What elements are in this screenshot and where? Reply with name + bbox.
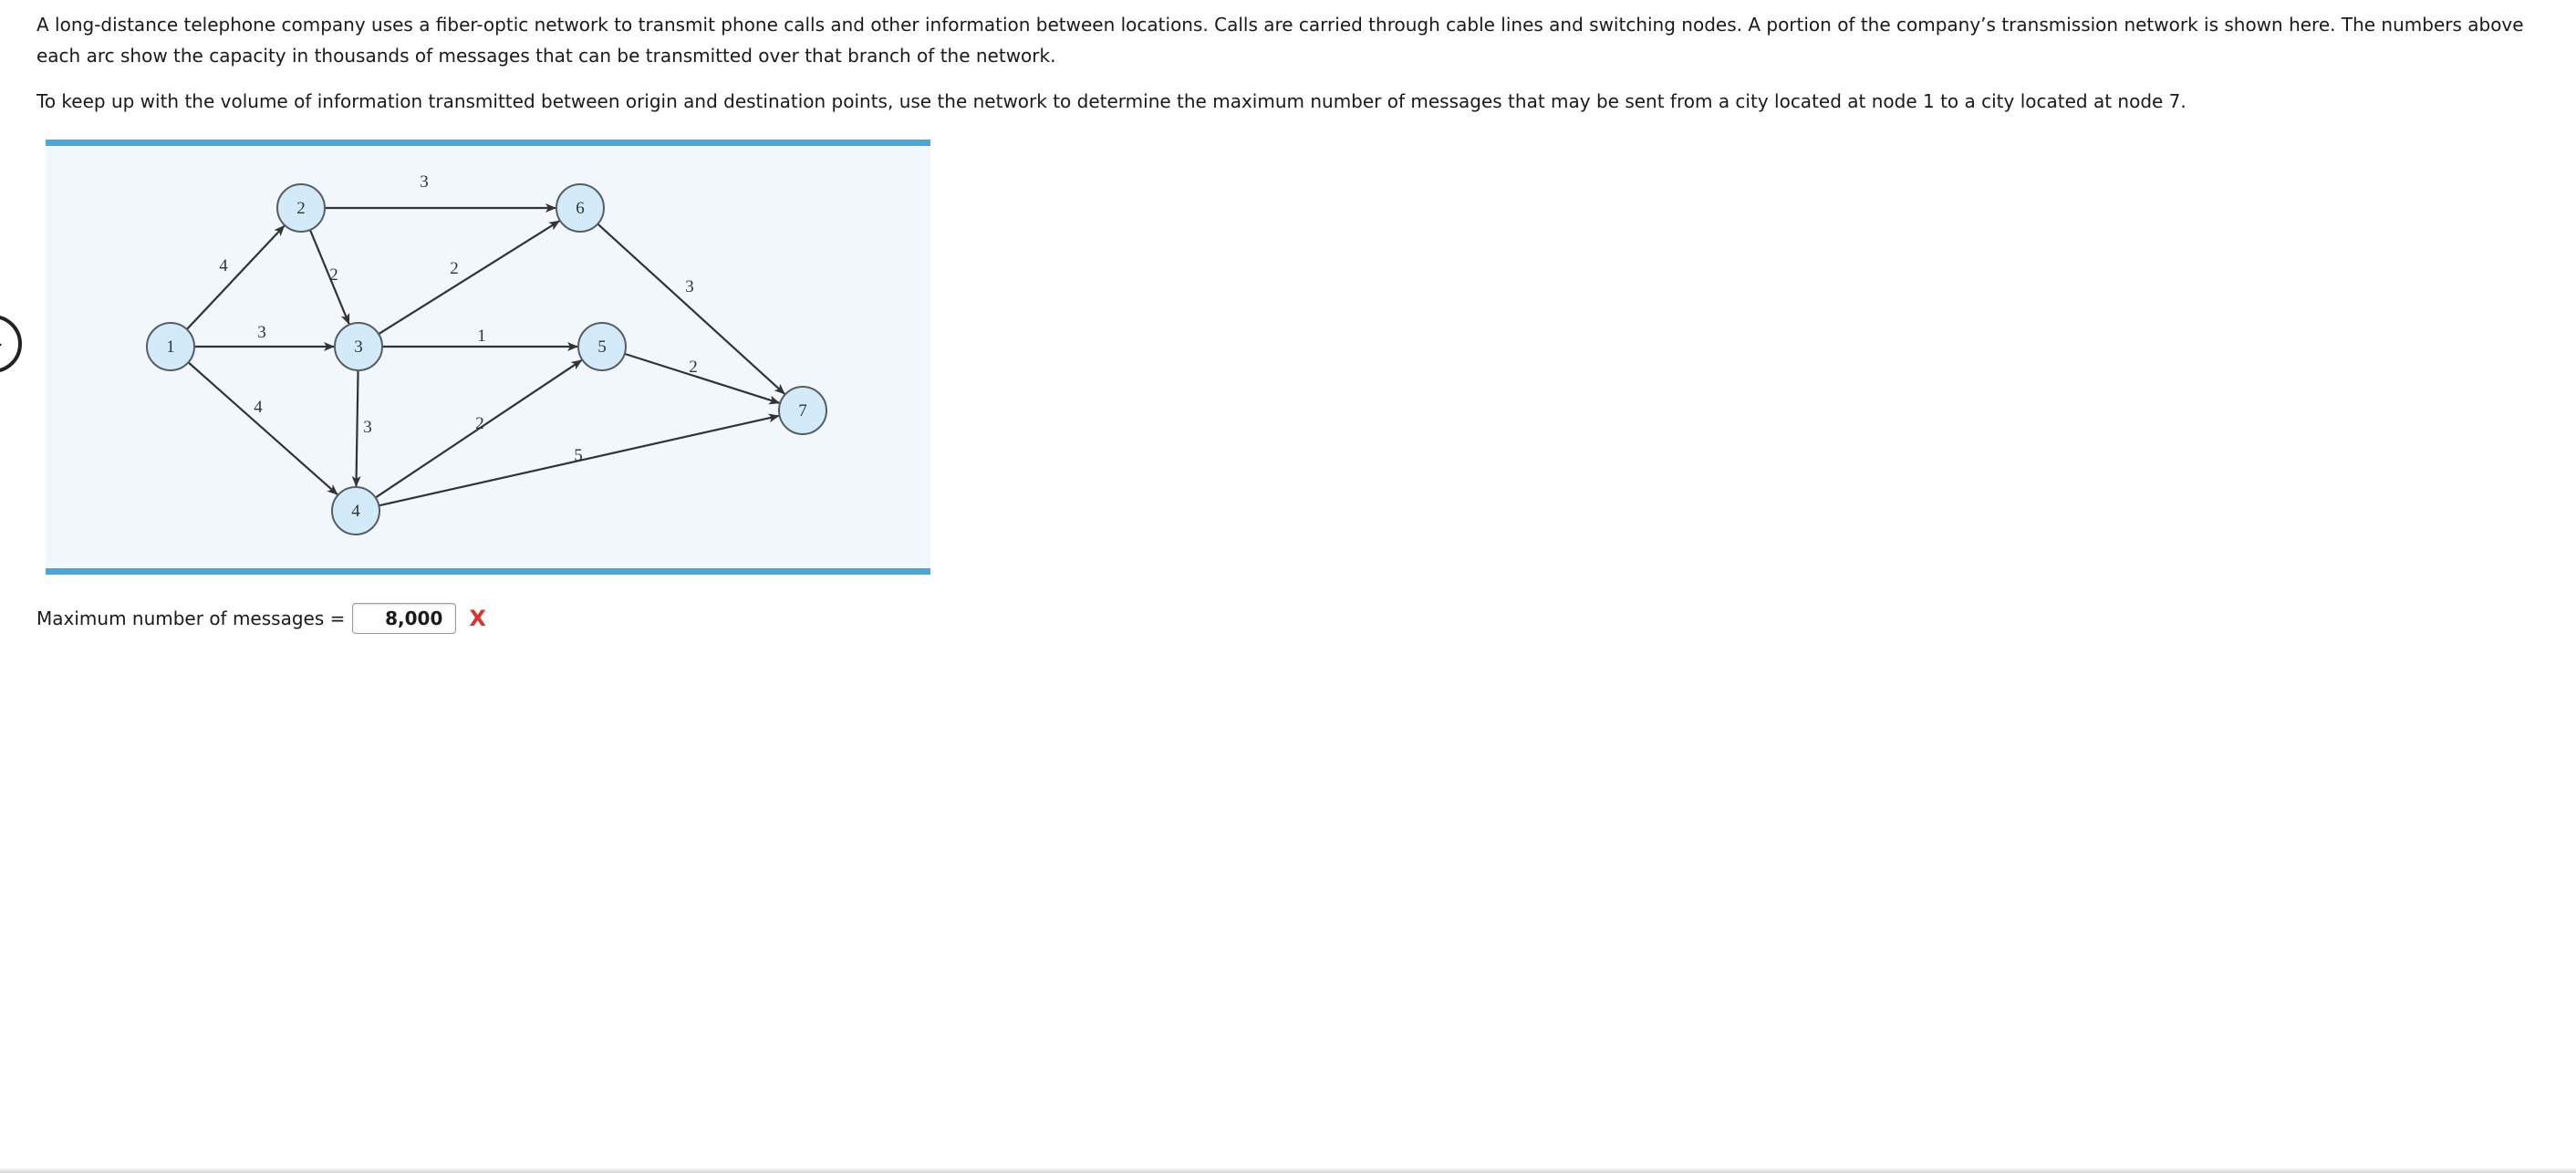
network-diagram bbox=[46, 146, 930, 568]
capacity-label-2-6: 3 bbox=[420, 172, 429, 192]
arc-1-4 bbox=[188, 362, 337, 494]
node-label-3: 3 bbox=[354, 337, 363, 357]
arc-3-4 bbox=[356, 370, 358, 486]
node-label-7: 7 bbox=[798, 401, 807, 420]
node-label-4: 4 bbox=[351, 502, 360, 521]
answer-row bbox=[36, 600, 486, 637]
node-6 bbox=[556, 184, 604, 232]
page-bottom-edge bbox=[0, 1168, 2576, 1173]
network-figure bbox=[46, 140, 930, 575]
capacity-label-3-6: 2 bbox=[450, 259, 459, 278]
answer-label: Maximum number of messages = bbox=[36, 607, 346, 629]
node-label-6: 6 bbox=[576, 199, 585, 218]
side-tab-button[interactable] bbox=[0, 315, 22, 373]
capacity-label-6-7: 3 bbox=[685, 277, 694, 296]
node-3 bbox=[335, 323, 382, 370]
capacity-label-1-4: 4 bbox=[254, 398, 263, 417]
node-4 bbox=[332, 487, 379, 535]
node-5 bbox=[578, 323, 626, 370]
capacity-label-2-3: 2 bbox=[329, 265, 338, 285]
capacity-label-1-3: 3 bbox=[257, 323, 266, 342]
node-2 bbox=[277, 184, 325, 232]
capacity-label-4-7: 5 bbox=[574, 446, 583, 465]
node-7 bbox=[779, 387, 826, 434]
arc-3-6 bbox=[379, 221, 559, 334]
capacity-label-3-4: 3 bbox=[363, 418, 372, 437]
arc-5-7 bbox=[625, 354, 779, 403]
chevron-right-icon bbox=[0, 340, 2, 349]
arc-1-2 bbox=[187, 226, 285, 329]
capacity-label-3-5: 1 bbox=[477, 327, 486, 346]
capacity-label-5-7: 2 bbox=[689, 358, 698, 377]
node-label-1: 1 bbox=[166, 337, 175, 357]
node-1 bbox=[147, 323, 194, 370]
incorrect-icon: X bbox=[469, 606, 486, 631]
node-label-2: 2 bbox=[296, 199, 306, 218]
node-label-5: 5 bbox=[597, 337, 607, 357]
question-paragraph-1: A long-distance telephone company uses a fiber-optic network to transmit phone calls and other information between locations. Calls are carried through cable lines and switching nodes. A portion of the company’s transmission network is shown here. The numbers above each arc show the capacity in thousands of messages that can be transmitted over that branch of the network. bbox=[36, 14, 2524, 67]
capacity-label-4-5: 2 bbox=[475, 414, 484, 433]
capacity-label-1-2: 4 bbox=[219, 256, 228, 275]
max-messages-input[interactable] bbox=[352, 603, 456, 634]
question-paragraph-2: To keep up with the volume of information transmitted between origin and destination points, use the network to determine the maximum number of messages that may be sent from a city located at node 1 to a city located at node 7. bbox=[36, 90, 2186, 112]
